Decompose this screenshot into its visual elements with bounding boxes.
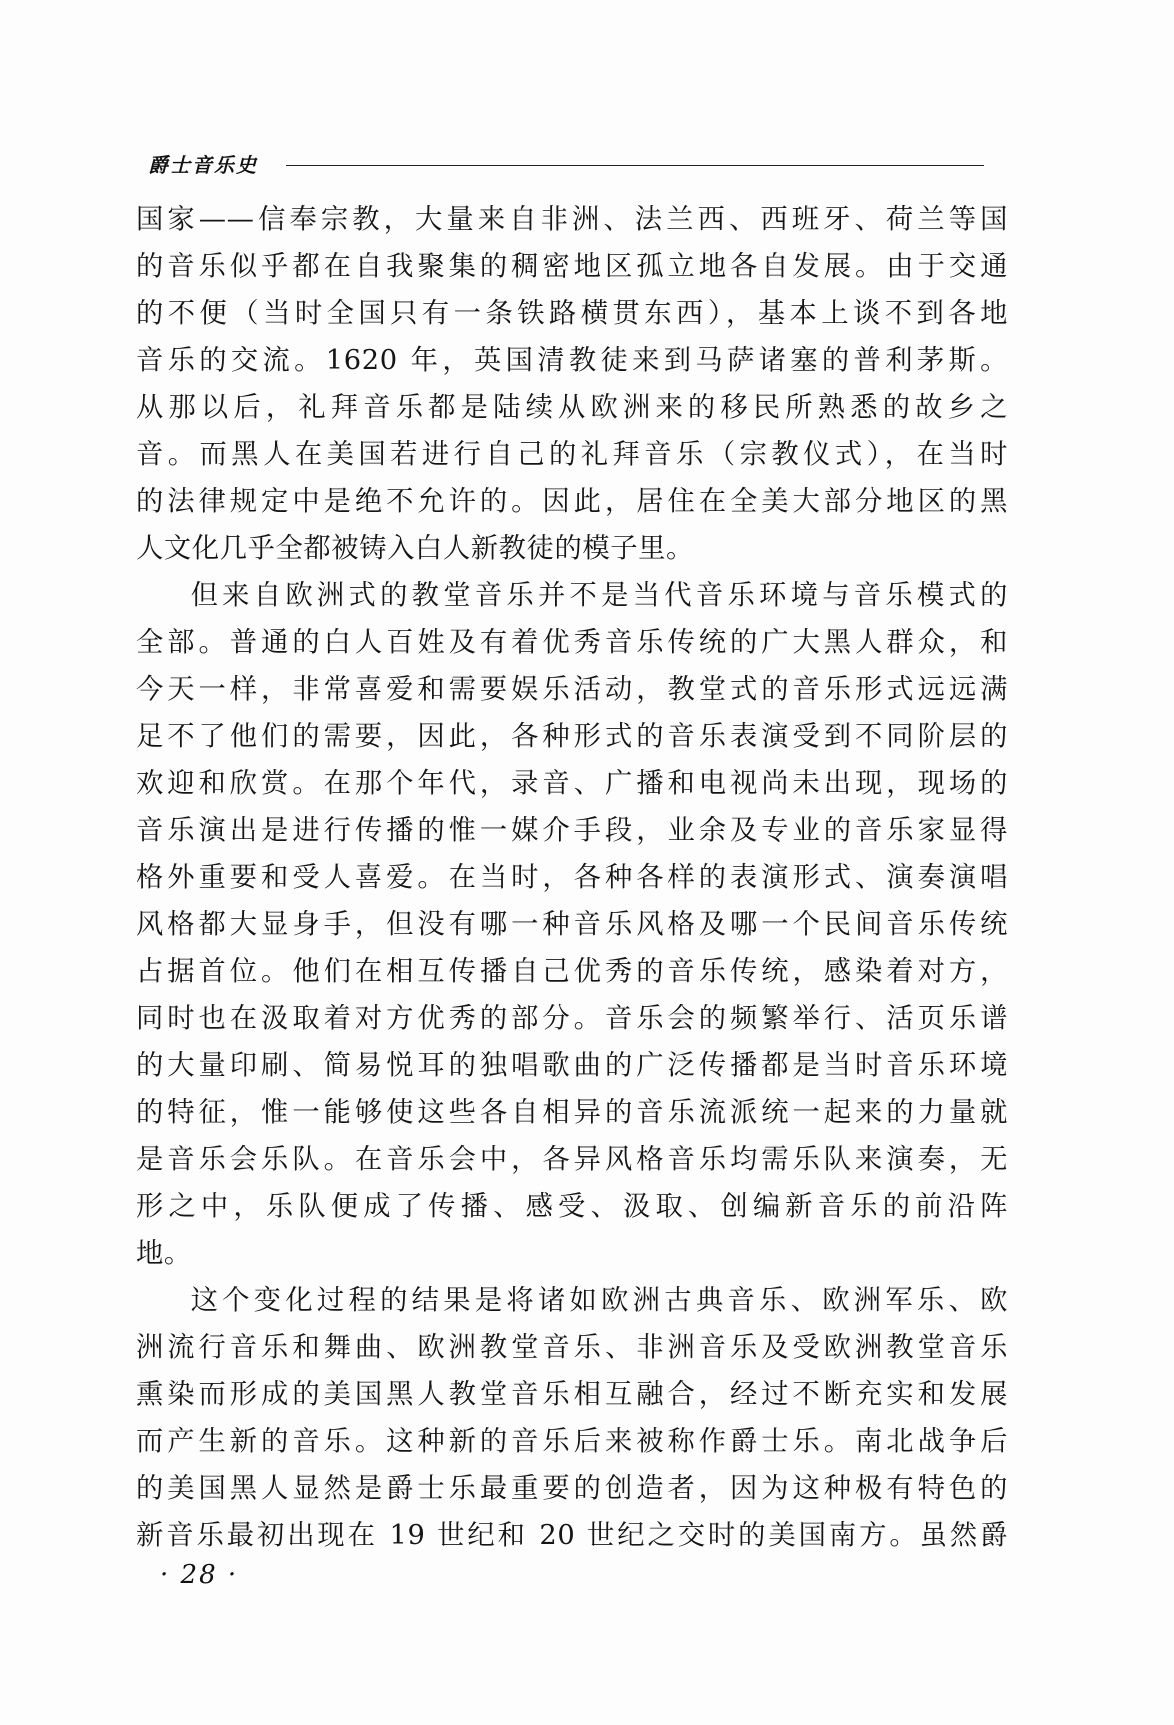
text-line: 音乐的交流。1620 年，英国清教徒来到马萨诸塞的普利茅斯。 <box>136 345 1008 376</box>
text-line: 地。 <box>136 1238 192 1269</box>
text-line: 欢迎和欣赏。在那个年代，录音、广播和电视尚未出现，现场的 <box>136 768 1008 799</box>
text-line: 国家——信奉宗教，大量来自非洲、法兰西、西班牙、荷兰等国 <box>136 204 1008 235</box>
text-line: 形之中，乐队便成了传播、感受、汲取、创编新音乐的前沿阵 <box>136 1191 1008 1222</box>
text-line: 从那以后，礼拜音乐都是陆续从欧洲来的移民所熟悉的故乡之 <box>136 392 1008 423</box>
text-line: 的特征，惟一能够使这些各自相异的音乐流派统一起来的力量就 <box>136 1097 1008 1128</box>
text-line: 的音乐似乎都在自我聚集的稠密地区孤立地各自发展。由于交通 <box>136 251 1008 282</box>
running-header-title: 爵士音乐史 <box>148 152 258 177</box>
text-line: 音乐演出是进行传播的惟一媒介手段，业余及专业的音乐家显得 <box>136 815 1008 846</box>
text-line: 全部。普通的白人百姓及有着优秀音乐传统的广大黑人群众，和 <box>136 627 1008 658</box>
text-line: 风格都大显身手，但没有哪一种音乐风格及哪一个民间音乐传统 <box>136 909 1008 940</box>
text-line: 熏染而形成的美国黑人教堂音乐相互融合，经过不断充实和发展 <box>136 1379 1008 1410</box>
text-line: 的法律规定中是绝不允许的。因此，居住在全美大部分地区的黑 <box>136 486 1008 517</box>
text-line: 而产生新的音乐。这种新的音乐后来被称作爵士乐。南北战争后 <box>136 1426 1008 1457</box>
header-rule <box>286 165 984 166</box>
text-line: 但来自欧洲式的教堂音乐并不是当代音乐环境与音乐模式的 <box>190 580 1008 611</box>
text-line: 足不了他们的需要，因此，各种形式的音乐表演受到不同阶层的 <box>136 721 1008 752</box>
running-header <box>148 148 984 178</box>
text-line: 人文化几乎全都被铸入白人新教徒的模子里。 <box>136 533 694 564</box>
body-text <box>136 196 1008 1559</box>
page-number: · 28 · <box>160 1560 239 1590</box>
text-line: 格外重要和受人喜爱。在当时，各种各样的表演形式、演奏演唱 <box>136 862 1008 893</box>
text-line: 新音乐最初出现在 19 世纪和 20 世纪之交时的美国南方。虽然爵 <box>136 1520 1008 1551</box>
text-line: 今天一样，非常喜爱和需要娱乐活动，教堂式的音乐形式远远满 <box>136 674 1008 705</box>
text-line: 是音乐会乐队。在音乐会中，各异风格音乐均需乐队来演奏，无 <box>136 1144 1008 1175</box>
text-line: 的大量印刷、简易悦耳的独唱歌曲的广泛传播都是当时音乐环境 <box>136 1050 1008 1081</box>
paragraph <box>136 196 1008 572</box>
text-line: 洲流行音乐和舞曲、欧洲教堂音乐、非洲音乐及受欧洲教堂音乐 <box>136 1332 1008 1363</box>
text-line: 音。而黑人在美国若进行自己的礼拜音乐（宗教仪式），在当时 <box>136 439 1008 470</box>
text-line: 占据首位。他们在相互传播自己优秀的音乐传统，感染着对方， <box>136 956 1008 987</box>
text-line: 这个变化过程的结果是将诸如欧洲古典音乐、欧洲军乐、欧 <box>190 1285 1008 1316</box>
text-line: 的美国黑人显然是爵士乐最重要的创造者，因为这种极有特色的 <box>136 1473 1008 1504</box>
paragraph <box>136 572 1008 1277</box>
text-line: 同时也在汲取着对方优秀的部分。音乐会的频繁举行、活页乐谱 <box>136 1003 1008 1034</box>
paragraph <box>136 1277 1008 1559</box>
text-line: 的不便（当时全国只有一条铁路横贯东西），基本上谈不到各地 <box>136 298 1008 329</box>
